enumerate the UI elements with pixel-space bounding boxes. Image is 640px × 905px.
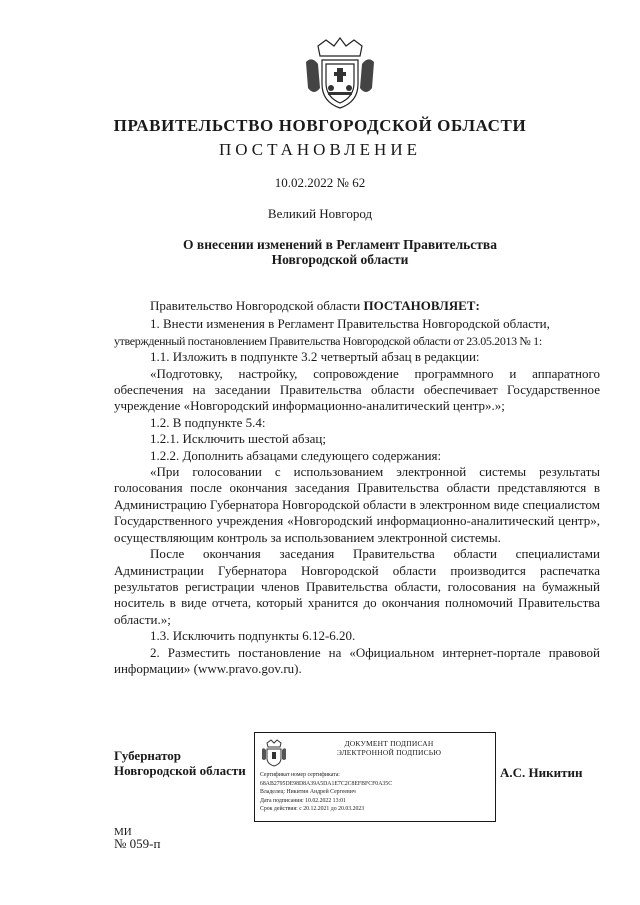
- document-date-number: 10.02.2022 № 62: [274, 175, 366, 190]
- paragraph-7: «При голосовании с использованием электронной системы результаты голосования после окончания заседания Правительства области представляются в Администрацию Губернатора Новгородской области в электронном виде специалистом Государственного учреждения «Новгородский информационно-аналитический центр», осуществляющим контроль за использованием электронной системы.: [114, 464, 600, 545]
- stamp-details: [260, 771, 492, 814]
- stamp-heading-line-2: ЭЛЕКТРОННОЙ ПОДПИСЬЮ: [336, 748, 442, 757]
- organization-name: ПРАВИТЕЛЬСТВО НОВГОРОДСКОЙ ОБЛАСТИ: [113, 116, 527, 135]
- body-intro: [114, 298, 600, 314]
- signatory-title-line-1: Губернатор: [114, 748, 182, 763]
- subject-line-2: Новгородской области: [271, 252, 409, 267]
- paragraph-3: «Подготовку, настройку, сопровождение программного и аппаратного обеспечения на заседании Правительства области обеспечивает Государственное учреждение «Новгородский информационно-аналитический центр».»;: [114, 365, 600, 414]
- document-city: Великий Новгород: [267, 206, 373, 221]
- certificate-owner: Владелец: Никитин Андрей Сергеевич: [260, 789, 356, 795]
- paragraph-1b: утвержденный постановлением Правительства Новгородской области от 23.05.2013 № 1:: [114, 333, 542, 348]
- paragraph-6: 1.2.2. Дополнить абзацами следующего содержания:: [150, 447, 442, 463]
- signing-date: Дата подписания: 10.02.2022 13:01: [260, 797, 346, 804]
- intro-bold: ПОСТАНОВЛЯЕТ:: [363, 298, 480, 313]
- paragraph-5: 1.2.1. Исключить шестой абзац;: [150, 431, 326, 447]
- subject-line-1: О внесении изменений в Регламент Правительства: [183, 237, 497, 252]
- certificate-validity: Срок действия: с 20.12.2021 до 20.03.2023: [260, 806, 365, 812]
- certificate-label: Сертификат номер сертификата:: [260, 772, 340, 778]
- document-type: ПОСТАНОВЛЕНИЕ: [218, 140, 421, 159]
- stamp-emblem-icon: [261, 739, 287, 767]
- registration-number: № 059-п: [114, 836, 161, 851]
- electronic-signature-stamp: [254, 732, 496, 822]
- signatory-title: [114, 748, 246, 778]
- paragraph-9: 1.3. Исключить подпункты 6.12-6.20.: [150, 628, 356, 644]
- document-subject: [150, 237, 530, 267]
- stamp-heading-line-1: ДОКУМЕНТ ПОДПИСАН: [344, 739, 434, 748]
- stamp-heading: [289, 739, 489, 757]
- signatory-title-line-2: Новгородской области: [114, 763, 246, 778]
- paragraph-2: 1.1. Изложить в подпункте 3.2 четвертый абзац в редакции:: [150, 349, 480, 365]
- coat-of-arms-emblem: [298, 36, 382, 112]
- intro-text: Правительство Новгородской области: [150, 298, 364, 313]
- document-footer: [114, 826, 160, 850]
- author-initials: МИ: [114, 826, 132, 838]
- signatory-name: А.С. Никитин: [500, 765, 583, 780]
- paragraph-1a: 1. Внести изменения в Регламент Правительства Новгородской области,: [150, 316, 550, 332]
- certificate-number: 68AB2795DE98D8A39A5DA1E7C2C8EFBFCF0A35C: [260, 780, 393, 787]
- document-body: [114, 298, 600, 677]
- paragraph-8: После окончания заседания Правительства области специалистами Администрации Губернатора Новгородской области производится распечатка результатов регистрации членов Правительства области, голосования на бумажный носитель в виде отчета, который хранится до окончания полномочий Правительства области.»;: [114, 546, 600, 627]
- paragraph-10: 2. Разместить постановление на «Официальном интернет-портале правовой информации» (www.pravo.gov.ru).: [114, 644, 600, 676]
- paragraph-4: 1.2. В подпункте 5.4:: [150, 414, 266, 430]
